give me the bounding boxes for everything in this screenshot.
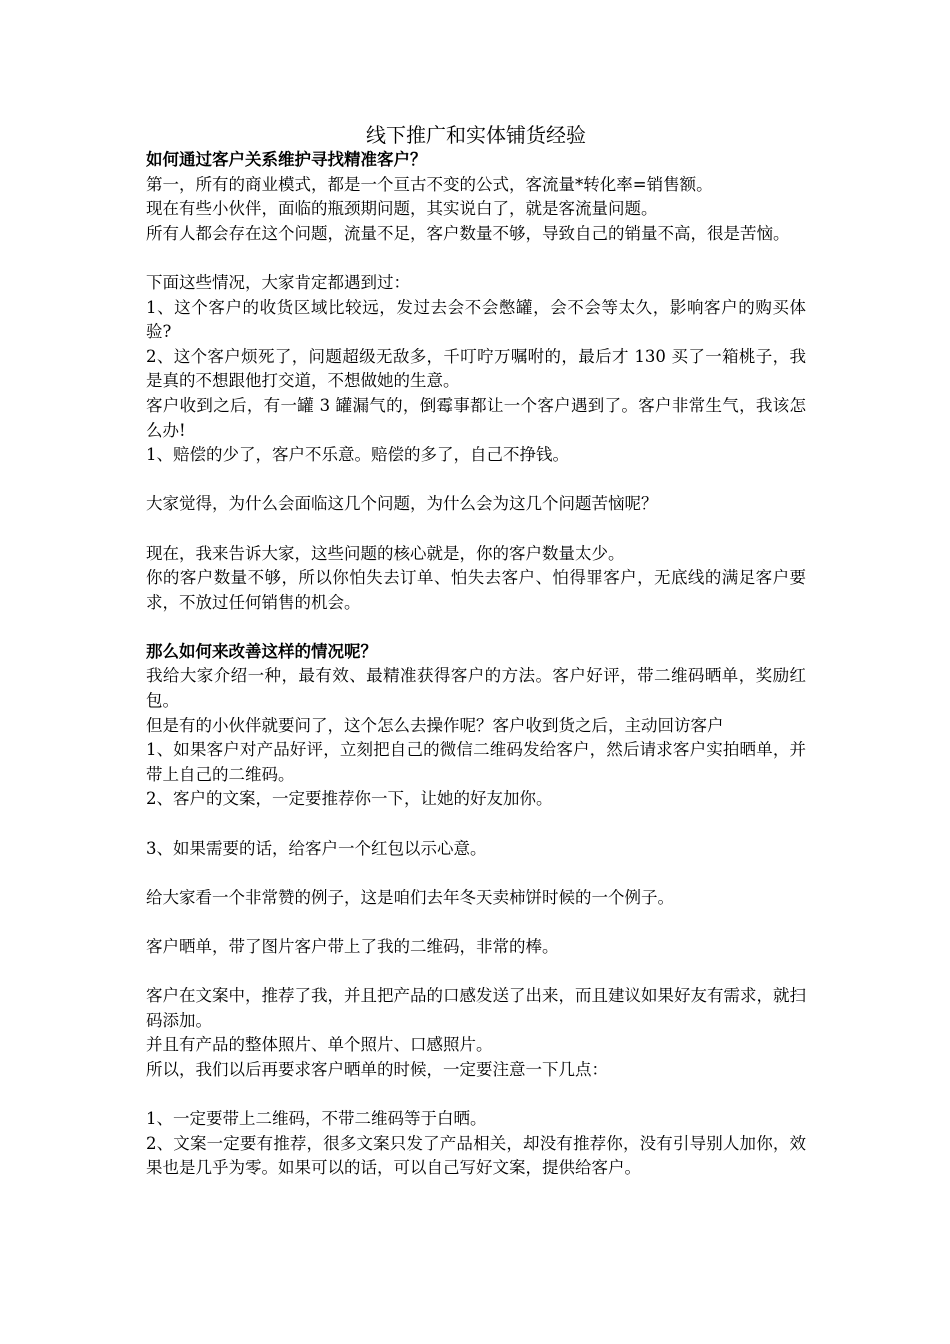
document-title: 线下推广和实体铺货经验 <box>366 123 586 147</box>
paragraph: 所有人都会存在这个问题，流量不足，客户数量不够，导致自己的销量不高，很是苦恼。 <box>146 223 790 243</box>
blank-line <box>146 1083 806 1108</box>
paragraph: 1、如果客户对产品好评，立刻把自己的微信二维码发给客户，然后请求客户实拍晒单，并带上自己的二维码。 <box>146 740 806 784</box>
blank-line <box>146 812 806 837</box>
paragraph: 你的客户数量不够，所以你怕失去订单、怕失去客户、怕得罪客户，无底线的满足客户要求，不放过任何销售的机会。 <box>146 568 806 612</box>
paragraph: 大家觉得，为什么会面临这几个问题，为什么会为这几个问题苦恼呢？ <box>146 494 658 514</box>
paragraph: 客户在文案中，推荐了我，并且把产品的口感发送了出来，而且建议如果好友有需求，就扫码添加。 <box>146 986 806 1030</box>
blank-line <box>146 960 806 985</box>
document-page <box>146 122 806 1181</box>
blank-line <box>146 861 806 886</box>
section-heading: 如何通过客户关系维护寻找精准客户？ <box>146 150 427 169</box>
paragraph: 现在有些小伙伴，面临的瓶颈期问题，其实说白了，就是客流量问题。 <box>146 199 658 219</box>
paragraph: 2、文案一定要有推荐，很多文案只发了产品相关，却没有推荐你，没有引导别人加你，效果也是几乎为零。如果可以的话，可以自己写好文案，提供给客户。 <box>146 1133 806 1178</box>
paragraph: 所以，我们以后再要求客户晒单的时候，一定要注意一下几点： <box>146 1059 608 1079</box>
blank-line <box>146 468 806 493</box>
blank-line <box>146 246 806 271</box>
blank-line <box>146 615 806 640</box>
paragraph: 2、这个客户烦死了，问题超级无敌多，千叮咛万嘱咐的，最后才 130 买了一箱桃子，我是真的不想跟他打交道，不想做她的生意。 <box>146 346 806 391</box>
section-heading: 那么如何来改善这样的情况呢？ <box>146 641 377 661</box>
blank-line <box>146 517 806 542</box>
paragraph: 客户晒单，带了图片客户带上了我的二维码，非常的棒。 <box>146 937 559 956</box>
paragraph: 1、这个客户的收货区域比较远，发过去会不会憋罐，会不会等太久，影响客户的购买体验? <box>146 297 806 342</box>
paragraph: 但是有的小伙伴就要问了，这个怎么去操作呢？客户收到货之后，主动回访客户 <box>146 715 724 735</box>
paragraph: 并且有产品的整体照片、单个照片、口感照片。 <box>146 1035 493 1055</box>
paragraph: 现在，我来告诉大家，这些问题的核心就是，你的客户数量太少。 <box>146 543 625 563</box>
paragraph: 1、一定要带上二维码，不带二维码等于白晒。 <box>146 1109 487 1129</box>
paragraph: 给大家看一个非常赞的例子，这是咱们去年冬天卖柿饼时候的一个例子。 <box>146 887 674 907</box>
paragraph: 1、赔偿的少了，客户不乐意。赔偿的多了，自己不挣钱。 <box>146 445 569 465</box>
paragraph: 2、客户的文案，一定要推荐你一下，让她的好友加你。 <box>146 789 553 809</box>
blank-line <box>146 910 806 935</box>
paragraph: 下面这些情况，大家肯定都遇到过： <box>146 272 410 292</box>
paragraph: 客户收到之后，有一罐 3 罐漏气的，倒霉事都让一个客户遇到了。客户非常生气，我该怎么办! <box>146 395 806 440</box>
paragraph: 第一，所有的商业模式，都是一个亘古不变的公式，客流量*转化率=销售额。 <box>146 174 713 194</box>
paragraph: 我给大家介绍一种，最有效、最精准获得客户的方法。客户好评，带二维码晒单，奖励红包。 <box>146 666 806 711</box>
paragraph: 3、如果需要的话，给客户一个红包以示心意。 <box>146 838 487 858</box>
